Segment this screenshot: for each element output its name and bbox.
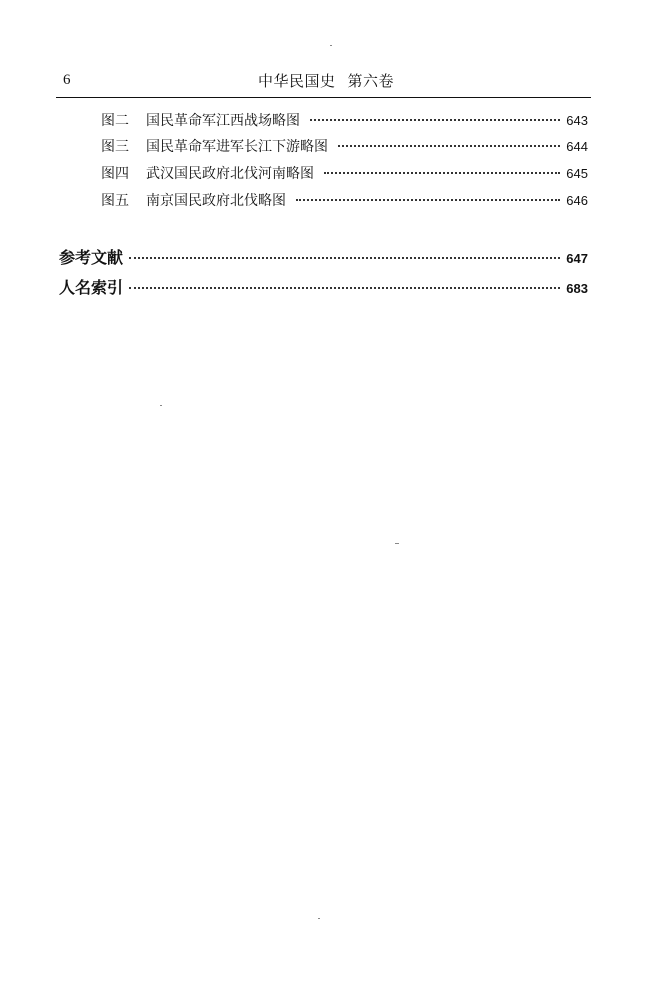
dot-leader: [338, 145, 560, 147]
scan-speck: [318, 918, 320, 919]
figure-title: 国民革命军江西战场略图: [146, 113, 300, 129]
figure-number: 图二: [101, 113, 129, 129]
dot-leader: [129, 257, 560, 259]
figure-page: 643: [566, 113, 588, 128]
figure-title: 国民革命军进军长江下游略图: [146, 139, 328, 155]
book-title: 中华民国史: [257, 72, 336, 90]
scan-speck: [330, 45, 332, 46]
toc-figure-row[interactable]: [101, 163, 588, 183]
figure-page: 646: [566, 193, 588, 208]
figure-page: 645: [566, 166, 588, 181]
figure-number: 图四: [101, 166, 129, 182]
scan-speck: [160, 405, 162, 406]
toc-section-row[interactable]: [59, 275, 588, 298]
toc-figure-row[interactable]: [101, 190, 588, 210]
section-page: 647: [566, 251, 588, 266]
page-number: 6: [63, 72, 71, 88]
figure-number: 图三: [101, 139, 129, 155]
header-rule: [56, 97, 591, 98]
section-page: 683: [566, 281, 588, 296]
running-head: [0, 70, 652, 91]
dot-leader: [296, 199, 560, 201]
volume-label: 第六卷: [347, 72, 395, 90]
dot-leader: [324, 172, 560, 174]
figure-page: 644: [566, 139, 588, 154]
figure-number: 图五: [101, 193, 129, 209]
scan-speck: [395, 543, 399, 544]
toc-figure-row[interactable]: [101, 110, 588, 130]
section-title: 参考文献: [59, 248, 124, 267]
toc-figure-row[interactable]: [101, 136, 588, 156]
dot-leader: [129, 287, 560, 289]
figure-title: 南京国民政府北伐略图: [146, 193, 286, 209]
dot-leader: [310, 119, 560, 121]
toc-section-row[interactable]: [59, 245, 588, 268]
section-title: 人名索引: [59, 278, 124, 297]
figure-title: 武汉国民政府北伐河南略图: [146, 166, 314, 182]
